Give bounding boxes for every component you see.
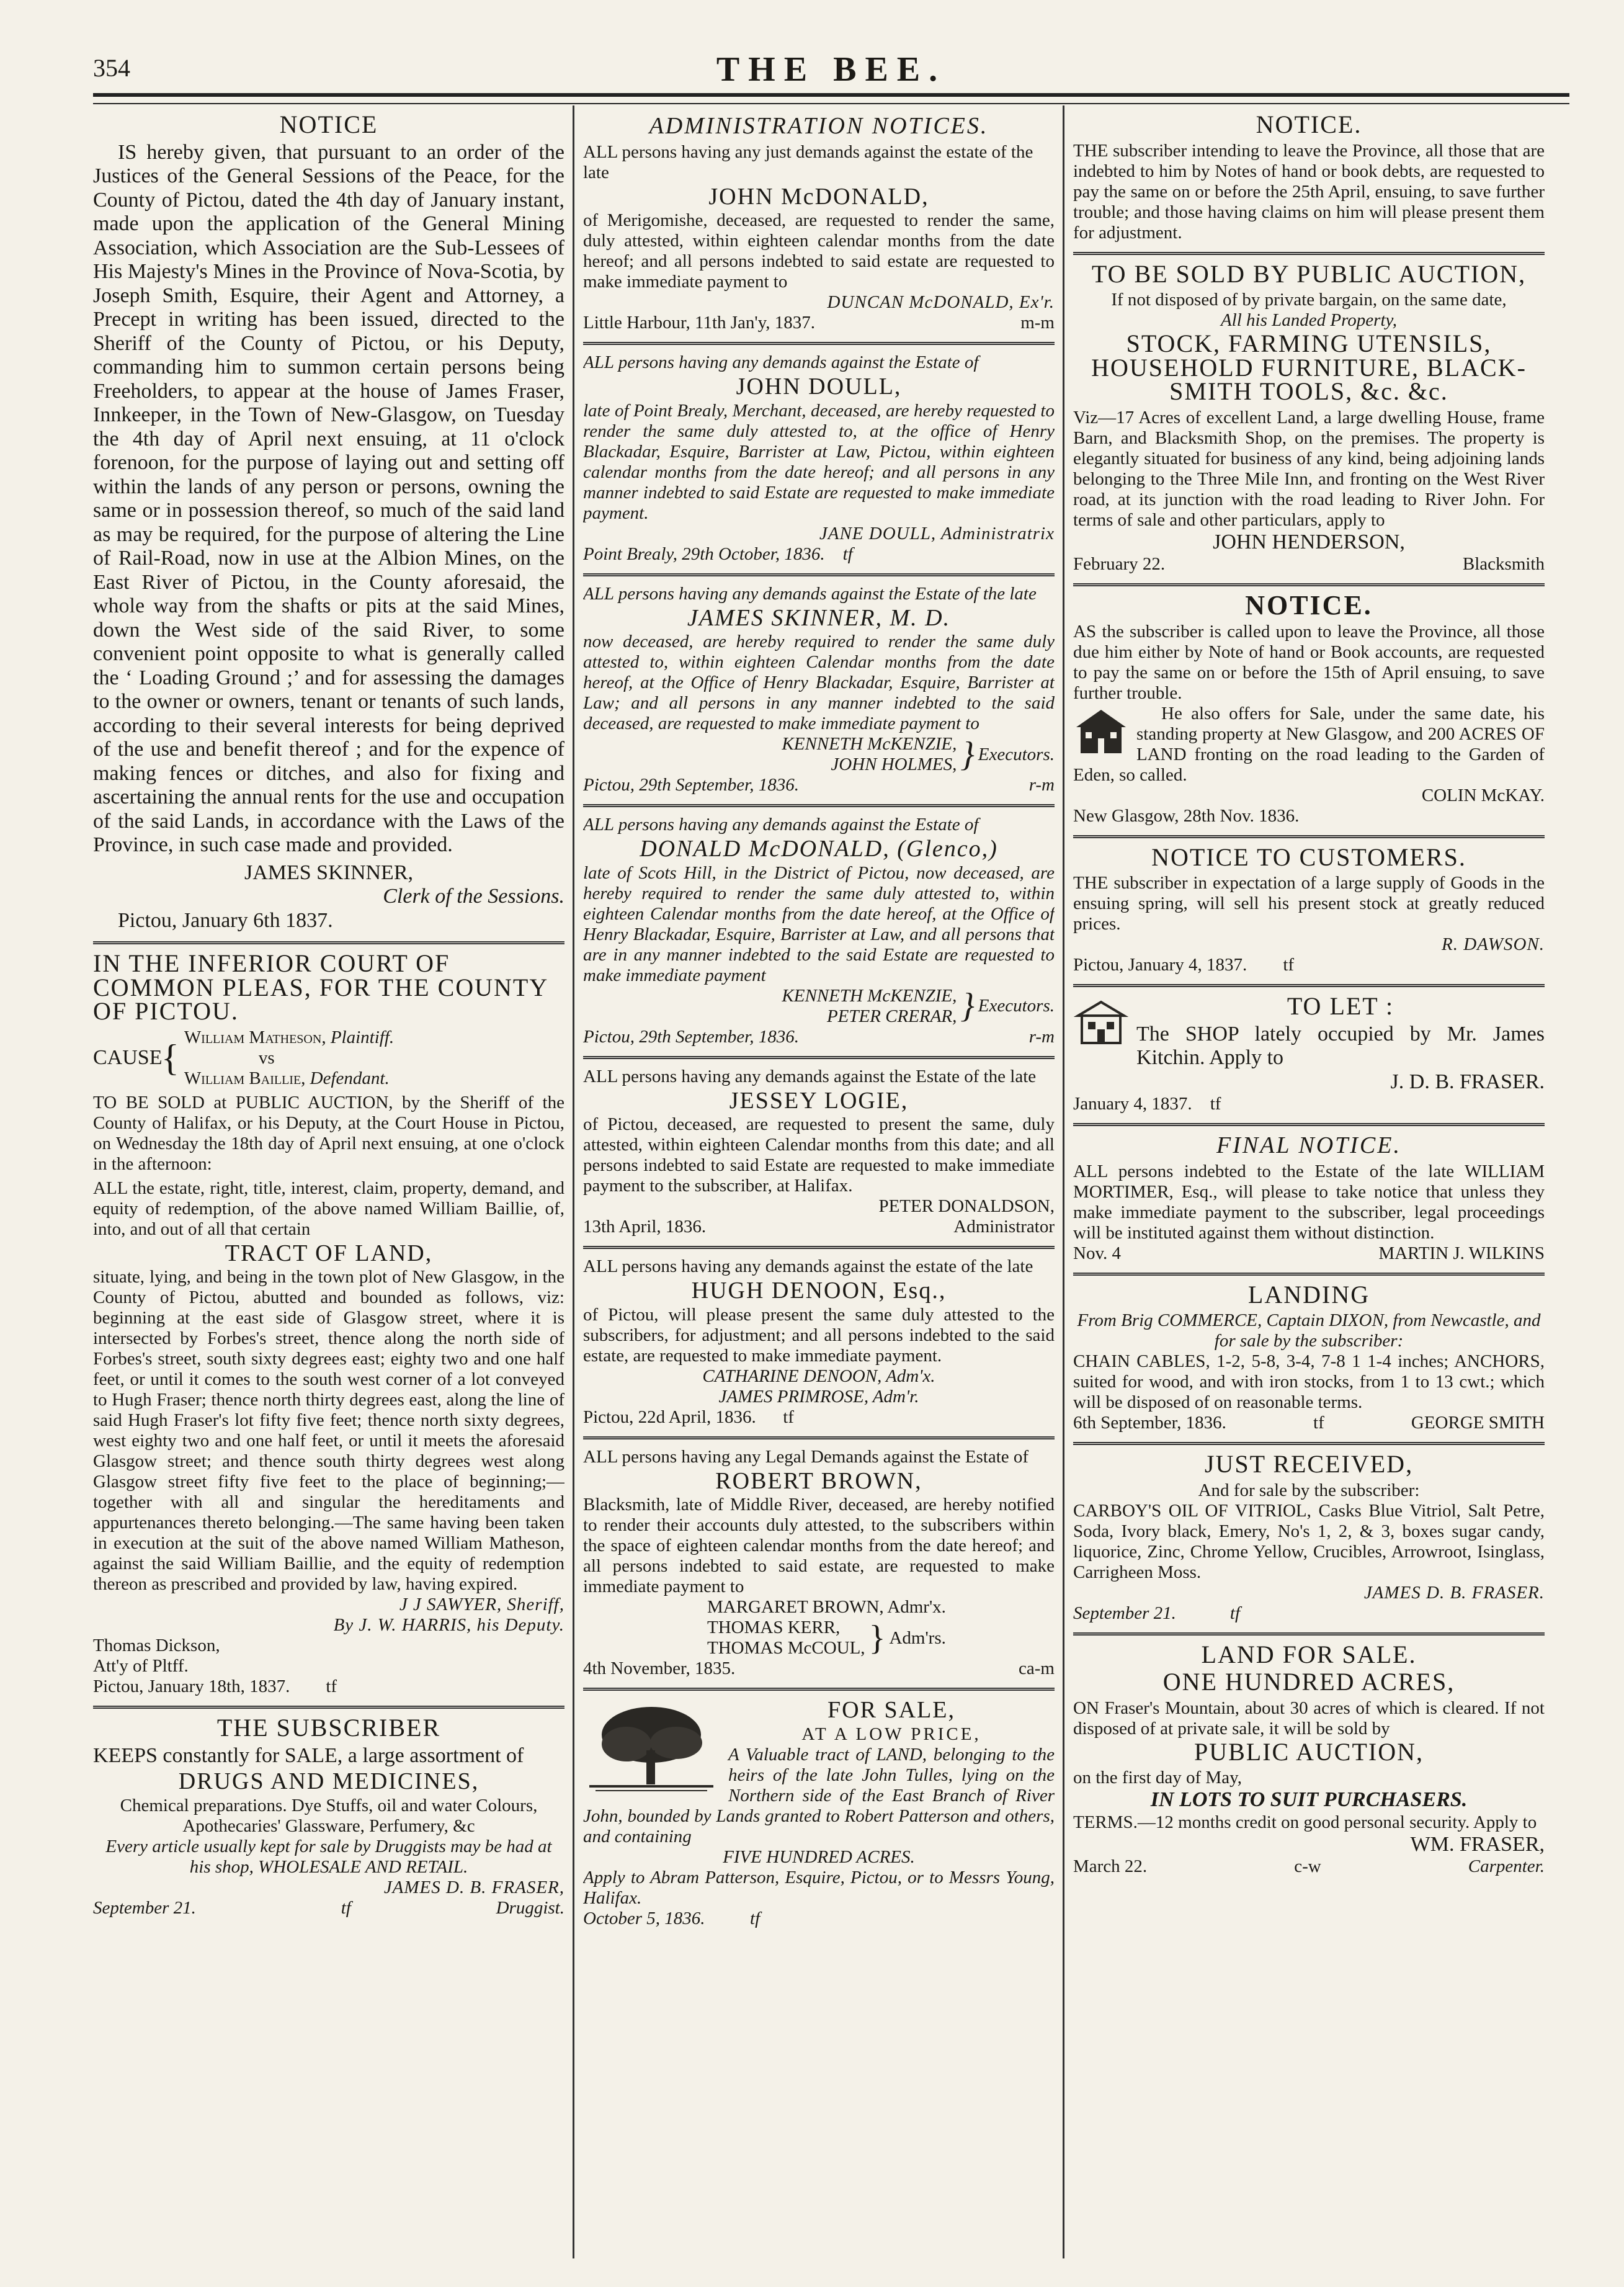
notice-signer: COLIN McKAY. xyxy=(1421,785,1545,805)
drugs-signer: JAMES D. B. FRASER, xyxy=(383,1877,564,1897)
notice-signer: JAMES SKINNER, xyxy=(244,861,414,884)
for-sale-heading: FOR SALE, xyxy=(828,1697,955,1723)
court-estate-text: ALL the estate, right, title, interest, claim, property, demand, and equity of redemption, of the above named William Baillie, of, into, and out of all that certain xyxy=(93,1178,564,1239)
estate-intro: ALL persons having any demands against the estate of the late xyxy=(583,1256,1033,1276)
estate-body: of Pictou, will please present the same duly attested to the subscribers, for adjustment; and all persons indebted to the said estate, are requested to make immediate payment. xyxy=(583,1304,1055,1366)
auction-heading: TO BE SOLD BY PUBLIC AUCTION, xyxy=(1091,259,1527,288)
tract-body: situate, lying, and being in the town plot of New Glasgow, in the County of Pictou, abutted and bounded as follows, viz: beginning at the east side of Glasgow street, where it is intersected by Forbes's street, thence along the north side of Forbes's street, south sixty degrees east; eighty two and one half feet, or until it comes to the south west corner of a lot conveyed to Hugh Fraser; thence north thirty degrees east, along the line of said Hugh Fraser's lot fifty five feet; thence north sixty degrees, west eighty two and one half feet, or until it meets the aforesaid Glasgow street; and thence south thirty degrees west along Glasgow street fifty five feet to the place of beginning;—together with all and singular the hereditaments and appurtenances thereto belonging.—The same having been taken in execution at the suit of the above named William Matheson, against the said William Baillie, and the equity of redemption thereon as prescribed and provided by law, having expired. xyxy=(93,1267,564,1594)
estate-dateline: Little Harbour, 11th Jan'y, 1837. m-m xyxy=(583,313,1055,333)
to-let-signer: J. D. B. FRASER. xyxy=(1390,1070,1545,1093)
estate-signer-1: MARGARET BROWN, Admr'x. xyxy=(707,1597,946,1617)
notice-body-1: AS the subscriber is called upon to leave the Province, all those due him either by Note of hand or Book accounts, are requested to pay the same on or before the 15th of April ensuing, to save further trouble. xyxy=(1073,621,1545,703)
notice-body: IS hereby given, that pursuant to an order of the Justices of the General Sessions of the Peace, for the County of Pictou, dated the 4th day of January instant, made upon the application of the General Mining Association, which Association are the Sub-Lessees of His Majesty's Mines in the Province of Nova-Scotia, by Joseph Smith, Esquire, their Agent and Attorney, a Precept in writing has been issued, directed to the Sheriff of the County of Pictou, or his Deputy, commanding him to summon certain persons being Freeholders, to appear at the house of James Fraser, Innkeeper, in the Town of New-Glasgow, on Tuesday the 4th day of April next ensuing, at 11 o'clock forenoon, for the purpose of laying out and setting off within the lands of any person or persons, owning the same or in possession thereof, so much of the said land as may be required, for the purpose of altering the Line of Rail-Road, now in use at the Albion Mines, on the East River of Pictou, in the County aforesaid, the whole way from the shafts or pits at the said Mines, down the West side of the said River, to some convenient point opposite to what is generally called the ‘ Loading Ground ;’ and for assessing the damages to the owner or owners, tenant or tenants of such lands, according to their several interests for being deprived of the use and benefit thereof ; and for the expence of making fences or ditches, and also for fixing and ascertaining the annual rents for the use and occupation of the said Lands, in accordance with the Laws of the Province, in such case made and provided. xyxy=(93,140,564,856)
received-body: CARBOY'S OIL OF VITRIOL, Casks Blue Vitriol, Salt Petre, Soda, Ivory black, Emery, No's 1, 2, & 3, boxes sugar candy, liquorice, Zinc, Chrome Yellow, Crucibles, Arrowroot, Isinglass, Carrigheen Moss. xyxy=(1073,1500,1545,1582)
auction-ad xyxy=(1073,259,1545,575)
estate-denoon xyxy=(583,1256,1055,1428)
notice-date: New Glasgow, 28th Nov. 1836. xyxy=(1073,805,1300,826)
final-body: ALL persons indebted to the Estate of the late WILLIAM MORTIMER, Esq., will please to take notice that unless they make immediate payment to the subscriber, legal proceedings will be instituted against them without distinction. xyxy=(1073,1161,1545,1243)
court-heading: IN THE INFERIOR COURT OF COMMON PLEAS, FOR THE COUNTY OF PICTOU. xyxy=(93,949,548,1025)
customers-signer: R. DAWSON. xyxy=(1442,934,1545,954)
drugs-heading-2: DRUGS AND MEDICINES, xyxy=(178,1768,480,1794)
executors: KENNETH McKENZIE, JOHN HOLMES, } Executors. xyxy=(782,734,1055,774)
estate-mcdonald xyxy=(583,142,1055,334)
cause-parties: William Matheson, Plaintiff. vs William Baillie, Defendant. xyxy=(184,1027,395,1088)
separator xyxy=(93,1706,564,1709)
auction-dateline: February 22. Blacksmith xyxy=(1073,554,1545,574)
notice-heading: NOTICE. xyxy=(1256,112,1362,138)
estate-name: HUGH DENOON, Esq., xyxy=(691,1278,947,1304)
estate-signer-2: JAMES PRIMROSE, Adm'r. xyxy=(718,1386,919,1407)
to-let-body: The SHOP lately occupied by Mr. James Kitchin. Apply to xyxy=(1136,1022,1545,1069)
land-heading: LAND FOR SALE. xyxy=(1201,1640,1417,1668)
for-sale-sub: AT A LOW PRICE, xyxy=(801,1724,981,1744)
court-date: Pictou, January 18th, 1837. tf xyxy=(93,1676,337,1696)
brace-glyph: { xyxy=(161,1037,179,1078)
estate-name: ROBERT BROWN, xyxy=(715,1467,922,1494)
estate-body: of Pictou, deceased, are requested to present the same, duly attested, within eighteen Calendar months from this date; and all persons indebted to said Estate are requested to make immediate payment to the subscriber, at Halifax. xyxy=(583,1114,1055,1196)
sheriff-signature: J J SAWYER, Sheriff, xyxy=(399,1595,564,1614)
separator xyxy=(1073,1123,1545,1126)
separator xyxy=(1073,1442,1545,1445)
separator xyxy=(1073,1273,1545,1276)
estate-signer-1: CATHARINE DENOON, Adm'x. xyxy=(702,1366,935,1386)
notice-body-2: He also offers for Sale, under the same date, his standing property at New Glasgow, and 200 ACRES OF LAND fronting on the road leading to the Garden of Eden, so called. xyxy=(1073,703,1545,785)
administration-heading: ADMINISTRATION NOTICES. xyxy=(649,113,989,139)
masthead-rule xyxy=(93,93,1569,104)
estate-name: JOHN McDONALD, xyxy=(708,183,929,210)
estate-intro: ALL persons having any just demands against the estate of the late xyxy=(583,141,1033,182)
auction-signer: JOHN HENDERSON, xyxy=(1213,530,1405,553)
separator xyxy=(583,1056,1055,1059)
drugs-body-1: KEEPS constantly for SALE, a large assortment of xyxy=(93,1743,524,1767)
received-dateline: September 21. tf xyxy=(1073,1603,1241,1623)
notice-heading: NOTICE. xyxy=(1245,590,1373,620)
landing-ad xyxy=(1073,1280,1545,1434)
separator xyxy=(583,1688,1055,1691)
drugs-ad xyxy=(93,1716,564,1918)
to-let-ad xyxy=(1073,992,1545,1114)
estate-body: now deceased, are hereby required to render the same duly attested to, within eighteen Calendar months from the date hereof, at the Office of Henry Blackadar, Esquire, Barrister at Law; and all persons in any manner indebted to the said deceased, are requested to make immediate payment to xyxy=(583,632,1055,733)
cause-block xyxy=(93,1027,564,1089)
drugs-heading: THE SUBSCRIBER xyxy=(216,1714,441,1742)
shop-icon xyxy=(1073,998,1129,1047)
estate-logie xyxy=(583,1067,1055,1238)
customers-dateline: Pictou, January 4, 1837. tf xyxy=(1073,955,1295,975)
attorney-line-1: Thomas Dickson, xyxy=(93,1636,220,1655)
mckay-notice xyxy=(1073,590,1545,826)
notice-date: Pictou, January 6th 1837. xyxy=(118,908,333,932)
drugs-body-2: Chemical preparations. Dye Stuffs, oil and water Colours, Apothecaries' Glassware, Perfumery, &c xyxy=(120,1795,538,1836)
for-sale-dateline: October 5, 1836. tf xyxy=(583,1908,761,1928)
masthead xyxy=(93,50,1569,99)
for-sale-acres: FIVE HUNDRED ACRES. xyxy=(723,1846,915,1867)
brace-glyph: } xyxy=(960,735,975,774)
estate-dateline: Pictou, 29th September, 1836. r-m xyxy=(583,1026,1055,1047)
estate-body: late of Point Brealy, Merchant, deceased, are hereby requested to render the same duly attested to, at the office of Henry Blackadar, Esquire, Barrister at Law, Pictou, within eighteen calendar months from the date hereof; and all persons in any manner indebted to said Estate are requested to make immediate payment. xyxy=(583,400,1055,523)
column-3 xyxy=(1073,112,1545,2252)
separator xyxy=(583,1246,1055,1249)
tree-icon xyxy=(583,1701,720,1794)
brace-glyph: } xyxy=(960,987,975,1025)
separator xyxy=(1073,984,1545,987)
land-terms: TERMS.—12 months credit on good personal security. Apply to xyxy=(1073,1812,1537,1832)
land-lots: IN LOTS TO SUIT PURCHASERS. xyxy=(1150,1788,1468,1811)
auction-line-2: All his Landed Property, xyxy=(1220,310,1398,330)
estate-name: JAMES SKINNER, M. D. xyxy=(687,604,951,631)
notice-sessions xyxy=(93,113,564,933)
customers-notice xyxy=(1073,843,1545,976)
estate-intro: ALL persons having any demands against the Estate of xyxy=(583,815,979,835)
received-signer: JAMES D. B. FRASER. xyxy=(1363,1582,1545,1603)
estate-doull xyxy=(583,352,1055,565)
estate-body: of Merigomishe, deceased, are requested to render the same, duly attested, within eighteen calendar months from the date hereof; and all persons indebted to said estate are requested to make immediate payment to xyxy=(583,210,1055,292)
just-received-ad xyxy=(1073,1452,1545,1624)
separator xyxy=(583,1436,1055,1439)
landing-heading: LANDING xyxy=(1247,1280,1370,1309)
newspaper-title: THE BEE. xyxy=(716,50,947,89)
notice-body: THE subscriber intending to leave the Province, all those that are indebted to him by Notes of hand or book debts, are requested to pay the same on or before the 25th April, ensuing, to save further trouble; and those having claims on him will please present them for adjustment. xyxy=(1073,140,1545,243)
separator xyxy=(583,573,1055,576)
received-heading: JUST RECEIVED, xyxy=(1204,1450,1414,1478)
land-for-sale-ad xyxy=(1073,1640,1545,1877)
page-number: 354 xyxy=(93,54,130,82)
column-1 xyxy=(93,112,564,2252)
estate-signer: JANE DOULL, Administratrix xyxy=(819,523,1055,544)
to-let-heading: TO LET : xyxy=(1287,992,1394,1020)
deputy-signature: By J. W. HARRIS, his Deputy. xyxy=(333,1615,564,1635)
notice-signer-title: Clerk of the Sessions. xyxy=(383,885,564,908)
customers-body: THE subscriber in expectation of a large supply of Goods in the ensuing spring, will sell his present stock at greatly reduced prices. xyxy=(1073,873,1545,934)
court-notice xyxy=(93,949,564,1697)
court-sale-text: TO BE SOLD at PUBLIC AUCTION, by the Sheriff of the County of Halifax, or his Deputy, at the Court House in Pictou, on Wednesday the 18th day of April next ensuing, at one o'clock in the afternoon: xyxy=(93,1092,564,1174)
estate-dateline: Pictou, 22d April, 1836. tf xyxy=(583,1407,794,1427)
land-line: on the first day of May, xyxy=(1073,1768,1242,1788)
column-2 xyxy=(583,112,1055,2252)
received-sub: And for sale by the subscriber: xyxy=(1198,1480,1420,1500)
estate-dateline: Point Brealy, 29th October, 1836. tf xyxy=(583,544,853,564)
separator xyxy=(583,804,1055,807)
brace-glyph: } xyxy=(868,1618,886,1657)
cause-label: CAUSE xyxy=(93,1045,163,1069)
estate-signer: PETER DONALDSON, xyxy=(878,1196,1055,1216)
estate-intro: ALL persons having any demands against the Estate of the late xyxy=(583,1066,1037,1086)
tract-heading: TRACT OF LAND, xyxy=(225,1240,433,1266)
customers-heading: NOTICE TO CUSTOMERS. xyxy=(1151,843,1466,871)
for-sale-ad xyxy=(583,1698,1055,1929)
estate-dateline: 4th November, 1835. ca-m xyxy=(583,1658,1055,1678)
estate-intro: ALL persons having any Legal Demands against the Estate of xyxy=(583,1446,1029,1467)
estate-donald-mcdonald xyxy=(583,815,1055,1047)
separator xyxy=(1073,583,1545,586)
final-dateline: Nov. 4 MARTIN J. WILKINS xyxy=(1073,1243,1545,1263)
estate-intro: ALL persons having any demands against the Estate of the late xyxy=(583,583,1037,604)
final-notice xyxy=(1073,1134,1545,1264)
column-rule xyxy=(1063,105,1064,2258)
separator xyxy=(1073,835,1545,838)
estate-dateline: 13th April, 1836. Administrator xyxy=(583,1217,1055,1237)
executors: KENNETH McKENZIE, PETER CRERAR, } Executors. xyxy=(782,985,1055,1026)
estate-name: DONALD McDONALD, (Glenco,) xyxy=(640,836,998,862)
landing-dateline: 6th September, 1836. tf GEORGE SMITH xyxy=(1073,1413,1545,1433)
for-sale-body: A Valuable tract of LAND, belonging to the heirs of the late John Tulles, lying on the Northern side of the East Branch of River John, bounded by Lands granted to Robert Patterson and others, and containing xyxy=(583,1744,1055,1846)
estate-name: JESSEY LOGIE, xyxy=(729,1087,909,1114)
estate-body: Blacksmith, late of Middle River, deceased, are hereby notified to render their accounts duly attested, to the subscribers within the space of eighteen calendar months from the date hereof; and all persons indebted to said estate, are requested to make immediate payment to xyxy=(583,1495,1055,1596)
separator xyxy=(1073,1632,1545,1636)
notice-heading: NOTICE xyxy=(279,112,378,138)
landing-body: CHAIN CABLES, 1-2, 5-8, 3-4, 7-8 1 1-4 inches; ANCHORS, suited for wood, and with iron stocks, from 1 to 13 cwt.; which will be disposed of on reasonable terms. xyxy=(1073,1351,1545,1412)
land-body: ON Fraser's Mountain, about 30 acres of which is cleared. If not disposed of at private sale, it will be sold by xyxy=(1073,1698,1545,1739)
separator xyxy=(583,342,1055,345)
separator xyxy=(1073,252,1545,255)
drugs-dateline: September 21. tf Druggist. xyxy=(93,1897,564,1918)
house-icon xyxy=(1073,707,1129,756)
for-sale-apply: Apply to Abram Patterson, Esquire, Pictou, or to Messrs Young, Halifax. xyxy=(583,1867,1055,1908)
land-heading-2: ONE HUNDRED ACRES, xyxy=(1162,1668,1455,1696)
estate-intro: ALL persons having any demands against the Estate of xyxy=(583,352,979,372)
land-dateline: March 22. c-w Carpenter. xyxy=(1073,1856,1545,1876)
estate-name: JOHN DOULL, xyxy=(736,374,902,400)
departure-notice xyxy=(1073,113,1545,243)
separator xyxy=(93,941,564,944)
drugs-body-3: Every article usually kept for sale by Druggists may be had at his shop, WHOLESALE AND RETAIL. xyxy=(105,1836,552,1877)
estate-body: late of Scots Hill, in the District of Pictou, now deceased, are hereby required to render the same duly attested to, within eighteen Calendar months from the date hereof, at the Office of Henry Blackadar, Esquire, Barrister at Law, and all persons that are in any manner indebted to the said Estate are requested to make immediate payment xyxy=(583,862,1055,985)
auction-body: Viz—17 Acres of excellent Land, a large dwelling House, frame Barn, and Blacksmith Shop, on the premises. The property is elegantly situated for business of any kind, being adjoining lands belonging to the Three Mile Inn, and fronting on the West River road, at its junction with the road leading to River John. For terms of sale and other particulars, apply to xyxy=(1073,407,1545,530)
column-rule xyxy=(573,105,574,2258)
estate-signer: DUNCAN McDONALD, Ex'r. xyxy=(827,292,1055,312)
auction-heading-2: STOCK, FARMING UTENSILS, HOUSEHOLD FURNITURE, BLACK-SMITH TOOLS, &c. &c. xyxy=(1091,329,1527,405)
estate-signers-group: THOMAS KERR, THOMAS McCOUL, } Adm'rs. xyxy=(707,1618,946,1658)
estate-brown xyxy=(583,1447,1055,1680)
estate-skinner xyxy=(583,584,1055,796)
final-heading: FINAL NOTICE. xyxy=(1216,1132,1401,1158)
land-signer: WM. FRASER, xyxy=(1410,1832,1545,1856)
to-let-dateline: January 4, 1837. tf xyxy=(1073,1094,1221,1114)
land-auction: PUBLIC AUCTION, xyxy=(1193,1737,1424,1766)
estate-dateline: Pictou, 29th September, 1836. r-m xyxy=(583,775,1055,795)
landing-sub: From Brig COMMERCE, Captain DIXON, from Newcastle, and for sale by the subscriber: xyxy=(1077,1310,1541,1351)
attorney-line-2: Att'y of Pltff. xyxy=(93,1656,189,1676)
auction-line-1: If not disposed of by private bargain, on the same date, xyxy=(1111,290,1507,310)
